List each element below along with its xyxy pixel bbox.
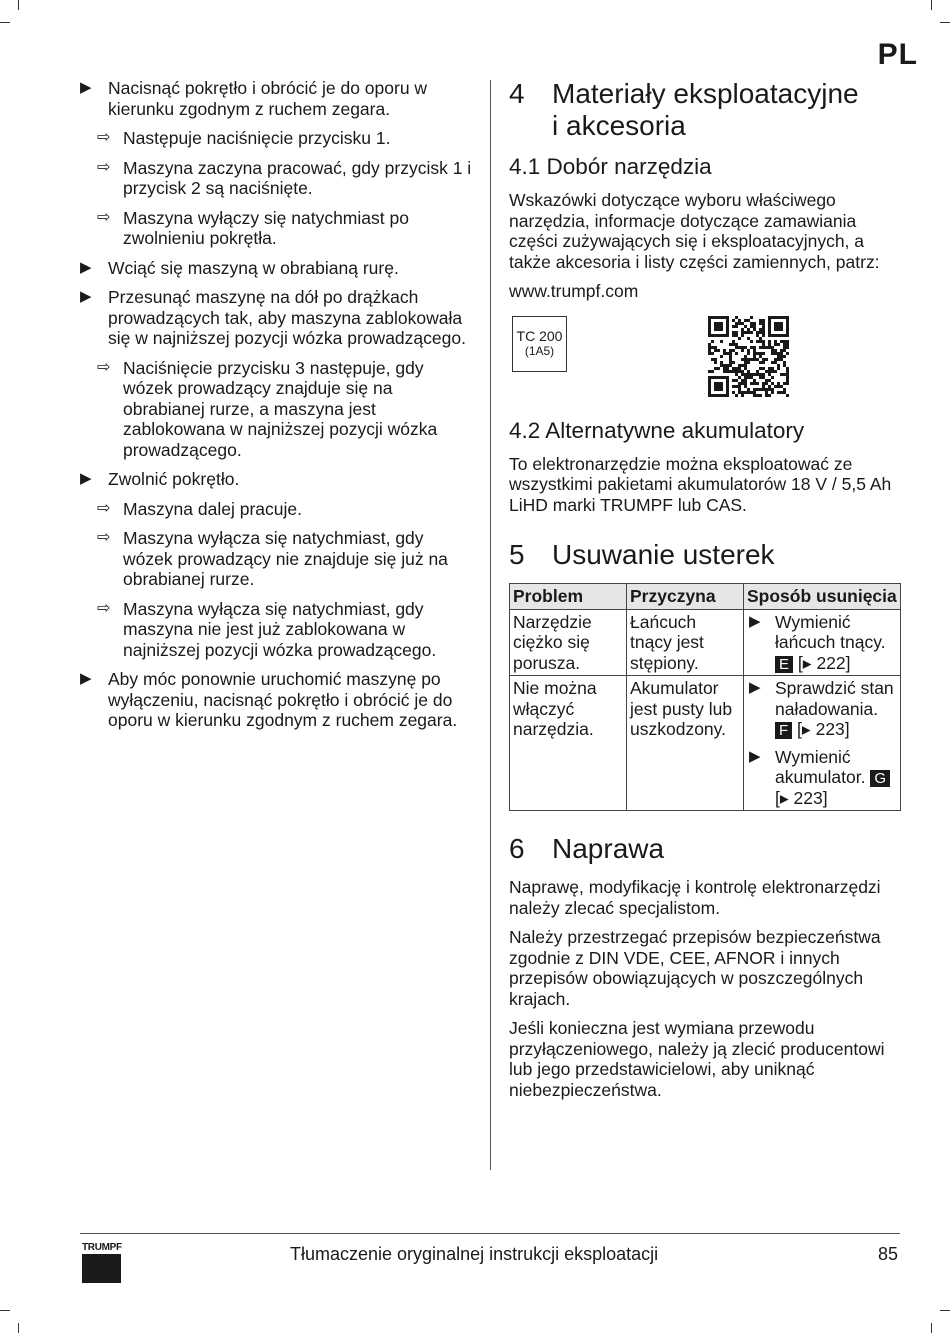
page-reference: 223 — [815, 719, 845, 739]
result-step — [80, 208, 475, 249]
action-arrow-icon: ▶ — [80, 288, 92, 305]
crop-mark — [931, 1323, 932, 1333]
footer-rule — [80, 1233, 900, 1234]
subsection-number: 4.1 — [509, 154, 541, 179]
result-arrow-icon: ⇨ — [97, 499, 111, 517]
ref-bracket: ] — [845, 652, 851, 673]
right-column — [509, 78, 904, 1109]
action-step — [80, 258, 475, 279]
result-step — [80, 358, 475, 461]
subsection-number: 4.2 — [509, 417, 541, 443]
action-step — [80, 469, 475, 490]
page-reference: 222 — [816, 652, 846, 673]
remedy-text: Sprawdzić stan naładowania. — [775, 678, 894, 719]
subsection-4-1-heading — [509, 154, 904, 180]
ref-arrow-icon: ▸ — [801, 719, 811, 739]
step-text: Maszyna wyłącza się natychmiast, gdy wózek prowadzący nie znajduje się już na obrabianej rurze. — [123, 528, 448, 589]
subsection-4-2-heading — [509, 418, 904, 444]
step-text: Zwolnić pokrętło. — [108, 469, 240, 489]
action-step — [80, 78, 475, 119]
result-step — [80, 158, 475, 199]
crop-mark — [18, 0, 19, 10]
logo-text: TRUMPF — [82, 1242, 122, 1253]
step-text: Wciąć się maszyną w obrabianą rurę. — [108, 257, 399, 278]
section-title: Materiały eksploatacyjne i akcesoria — [552, 78, 859, 141]
column-divider — [490, 80, 491, 1170]
table-row — [510, 676, 901, 811]
figure-label: F — [775, 722, 792, 739]
tool-code: (1A5) — [524, 343, 555, 358]
step-text: Naciśnięcie przycisku 3 następuje, gdy wózek prowadzący znajduje się na obrabianej rurze, a maszyna jest zablokowana w najniższej pozycji wózka prowadzącego. — [123, 357, 438, 460]
action-arrow-icon: ▶ — [80, 670, 92, 687]
step-text: Nacisnąć pokrętło i obrócić je do oporu w kierunku zgodnym z ruchem zegara. — [108, 78, 428, 119]
tool-info-block — [509, 316, 904, 400]
step-text: Maszyna wyłącza się natychmiast, gdy maszyna nie jest już zablokowana w najniższej pozycji wózka prowadzącego. — [123, 598, 437, 660]
figure-label: E — [775, 656, 793, 673]
tool-selection-text: Wskazówki dotyczące wyboru właściwego narzędzia, informacje dotyczące zamawiania części zużywających się i eksploatacyjnych, a także akcesoria i listy części zamiennych, patrz: — [509, 190, 880, 272]
action-step — [80, 287, 475, 349]
column-header-problem: Problem — [510, 584, 627, 610]
section-4-heading — [509, 78, 904, 142]
table-header-row — [510, 584, 901, 610]
subsection-title: Dobór narzędzia — [546, 154, 712, 179]
problem-cell: Nie można włączyć narzędzia. — [510, 676, 627, 811]
result-step — [80, 128, 475, 149]
result-arrow-icon: ⇨ — [97, 599, 111, 617]
footer-title: Tłumaczenie oryginalnej instrukcji eksploatacji — [290, 1244, 659, 1264]
action-arrow-icon: ▶ — [80, 258, 92, 276]
ref-bracket: [ — [797, 652, 803, 673]
ref-bracket: ] — [844, 719, 850, 739]
section-6-heading — [509, 833, 904, 865]
result-arrow-icon: ⇨ — [97, 129, 111, 146]
step-text: Przesunąć maszynę na dół po drążkach prowadzących tak, aby maszyna zablokowała się w najniższej pozycji wózka prowadzącego. — [108, 287, 466, 348]
ref-arrow-icon: ▸ — [779, 787, 789, 808]
crop-mark — [18, 1323, 19, 1333]
tool-model: TC 200 — [516, 327, 563, 344]
action-arrow-icon: ▶ — [80, 79, 92, 96]
result-arrow-icon: ⇨ — [97, 158, 111, 176]
action-arrow-icon: ▶ — [749, 612, 761, 630]
ref-bracket: [ — [775, 787, 780, 808]
result-arrow-icon: ⇨ — [97, 358, 111, 376]
subsection-title: Alternatywne akumulatory — [545, 417, 805, 443]
result-step — [80, 528, 475, 590]
language-marker: PL — [877, 38, 918, 71]
step-text: Aby móc ponownie uruchomić maszynę po wyłączeniu, nacisnąć pokrętło i obrócić je do oporu w kierunku zgodnym z ruchem zegara. — [108, 669, 458, 730]
step-text: Maszyna wyłączy się natychmiast po zwolnieniu pokrętła. — [123, 207, 409, 248]
action-arrow-icon: ▶ — [749, 679, 761, 696]
troubleshooting-table — [509, 583, 901, 811]
section-number: 4 — [509, 78, 525, 109]
step-text: Maszyna zaczyna pracować, gdy przycisk 1 i przycisk 2 są naciśnięte. — [123, 157, 472, 198]
repair-paragraph: Naprawę, modyfikację i kontrolę elektronarzędzi należy zlecać specjalistom. — [509, 877, 881, 918]
column-header-remedy: Sposób usunięcia — [744, 584, 901, 610]
remedy-step — [747, 612, 897, 674]
section-number: 6 — [509, 833, 525, 864]
repair-paragraph: Jeśli konieczna jest wymiana przewodu przyłączeniowego, należy ją zlecić producentowi lub jego przedstawicielowi, aby uniknąć niebezpieczeństwa. — [509, 1018, 885, 1100]
ref-arrow-icon: ▸ — [802, 652, 812, 673]
action-arrow-icon: ▶ — [80, 470, 92, 487]
step-text: Następuje naciśnięcie przycisku 1. — [123, 128, 391, 148]
remedy-step — [747, 678, 897, 740]
section-title: Naprawa — [552, 833, 665, 864]
step-text: Maszyna dalej pracuje. — [123, 498, 302, 519]
crop-mark — [940, 22, 950, 23]
crop-mark — [0, 1310, 10, 1311]
problem-cell: Narzędzie ciężko się porusza. — [510, 609, 627, 676]
remedy-text: Wymienić akumulator. — [775, 746, 866, 787]
website-url: www.trumpf.com — [509, 281, 639, 301]
qr-code-image — [708, 316, 789, 397]
result-arrow-icon: ⇨ — [97, 529, 111, 546]
section-number: 5 — [509, 539, 525, 570]
action-step — [80, 669, 475, 731]
section-title: Usuwanie usterek — [552, 539, 775, 570]
result-step — [80, 599, 475, 661]
remedy-cell — [744, 676, 901, 811]
remedy-text: Wymienić łańcuch tnący. — [775, 611, 886, 652]
repair-paragraph: Należy przestrzegać przepisów bezpieczeństwa zgodnie z DIN VDE, CEE, AFNOR i innych przepisów obowiązujących w poszczególnych krajach. — [509, 927, 881, 1009]
crop-mark — [940, 1310, 950, 1311]
logo-block — [82, 1254, 121, 1283]
remedy-cell — [744, 609, 901, 676]
result-arrow-icon: ⇨ — [97, 208, 111, 226]
batteries-text: To elektronarzędzie można eksploatować ze wszystkimi pakietami akumulatorów 18 V / 5,5 Ah LiHD marki TRUMPF lub CAS. — [509, 453, 892, 515]
cause-cell: Akumulator jest pusty lub uszkodzony. — [627, 676, 744, 811]
tool-model-box — [512, 316, 567, 372]
cause-cell: Łańcuch tnący jest stępiony. — [627, 609, 744, 676]
figure-label: G — [870, 770, 890, 787]
table-row — [510, 609, 901, 676]
action-arrow-icon: ▶ — [749, 747, 761, 765]
ref-bracket: [ — [797, 719, 802, 739]
trumpf-logo — [82, 1242, 122, 1283]
crop-mark — [0, 22, 10, 23]
result-step — [80, 499, 475, 520]
left-column — [80, 78, 475, 740]
ref-bracket: ] — [822, 787, 828, 808]
section-5-heading — [509, 539, 904, 571]
page-reference: 223 — [793, 787, 823, 808]
page-number: 85 — [877, 1244, 898, 1264]
crop-mark — [931, 0, 932, 10]
remedy-step — [747, 747, 897, 809]
column-header-cause: Przyczyna — [627, 584, 744, 610]
